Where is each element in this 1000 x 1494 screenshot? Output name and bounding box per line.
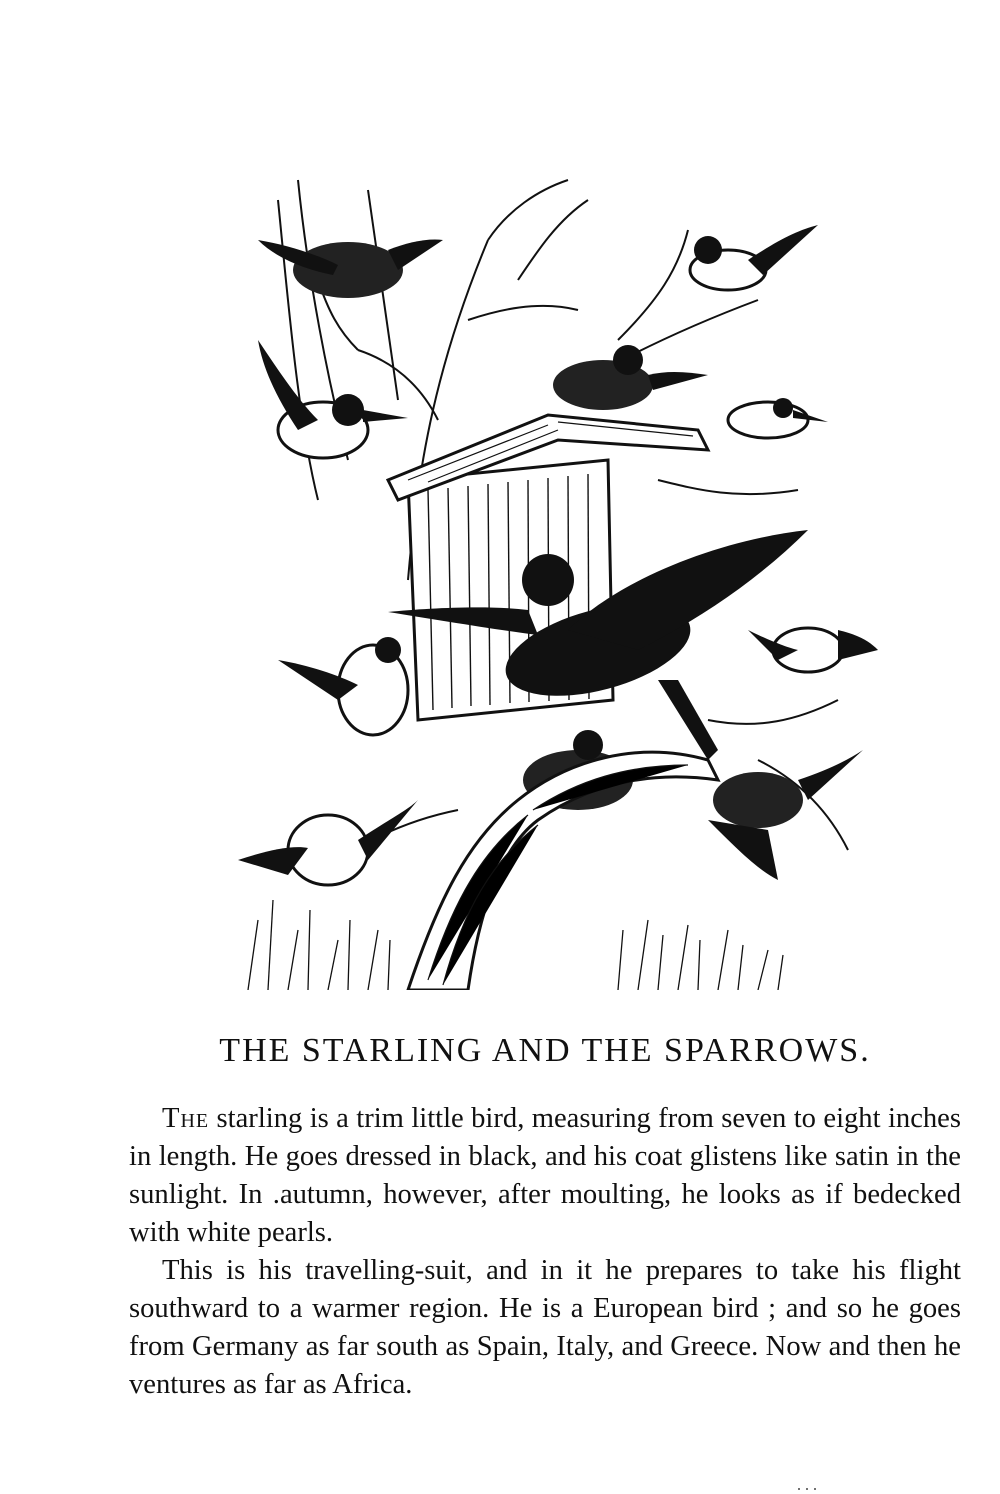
page-speck [814,1488,816,1490]
sparrow-on-roof [553,345,708,410]
sparrow-top-right [690,225,818,290]
article-title: THE STARLING AND THE SPARROWS. [219,1032,871,1069]
sparrow-right-branch [728,398,828,438]
paragraph-1-text: starling is a trim little bird, measuring from seven to eight inches in length. He goes dressed in black, and his coat glistens like satin in the sunlight. In .autumn, however, after moulting, he looks as if bedecked with white pearls. [129,1103,961,1248]
sparrow-right-flying [748,628,878,672]
lead-word: The [162,1103,210,1134]
grass [248,900,783,990]
article-body [129,1100,961,1404]
sparrow-bottom-left [238,800,418,885]
paragraph-1 [129,1100,961,1252]
engraving-illustration [238,160,878,990]
tree-trunk [408,752,718,990]
sparrow-mid-left [278,637,408,735]
paragraph-2 [129,1252,961,1404]
page-speck [806,1488,808,1490]
paragraph-2-text: This is his travelling-suit, and in it he prepares to take his flight southward to a warmer region. He is a European bird ; and so he goes from Germany as far south as Spain, Italy, and Greece. Now and then he ventures as far as Africa. [129,1255,961,1400]
sparrow-bottom-right [708,750,863,880]
page-speck [798,1488,800,1490]
